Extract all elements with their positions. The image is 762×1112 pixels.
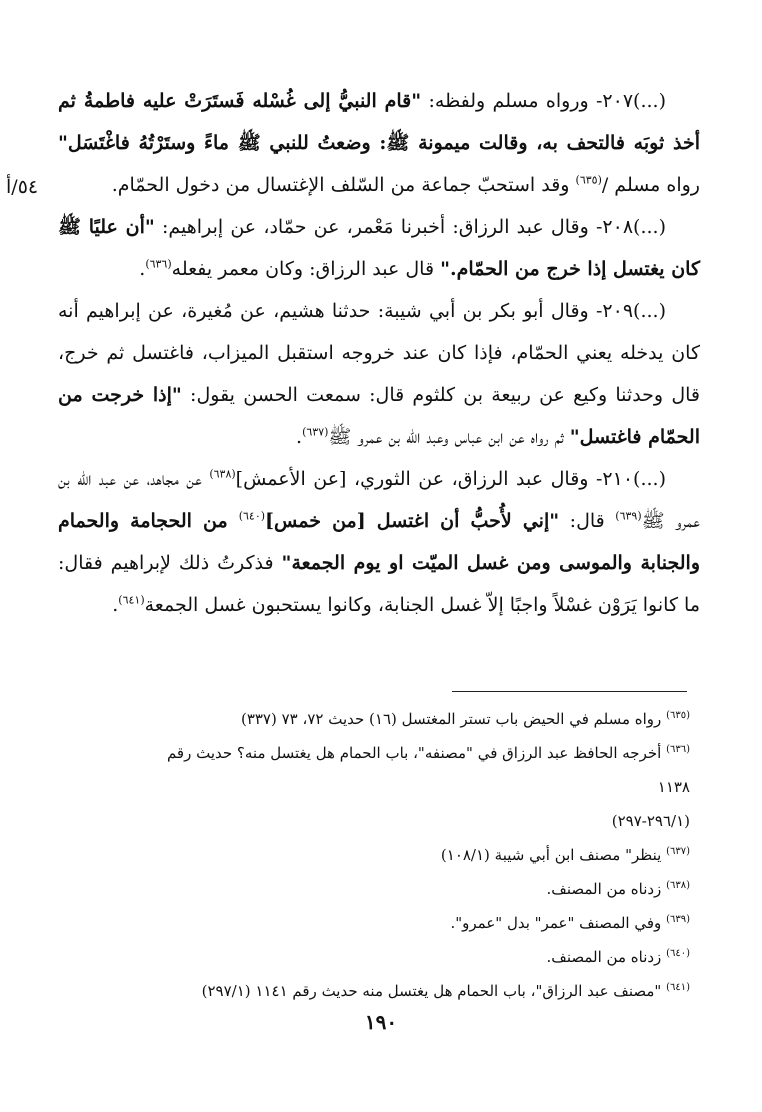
p207-quote: "قام النبيُّ إلى غُسْله فَستَرَتْ عليه فاطمةُ ثم أخذ ثوبَه فالتحف به، وقالت ميمونة ﷺ: وضعتُ للنبي ﷺ ماءً وستَرْتُهُ فاغْتَسَل" bbox=[58, 90, 700, 154]
p210-end: . bbox=[112, 594, 119, 616]
p210-mid1: عن مجاهد، عن عبد الله بن عمرو ﷺ bbox=[58, 468, 700, 532]
p210-mid2: قال: bbox=[559, 510, 616, 532]
p209-quote: "إذا خرجت من الحمّام فاغتسل" bbox=[58, 384, 700, 448]
footnote-639 bbox=[130, 906, 690, 940]
p210-tail: فذكرتُ ذلك لإبراهيم فقال: ما كانوا يَرَوْن غسْلاً واجبًا إلاّ غسل الجنابة، وكانوا يستحبون غسل الجمعة bbox=[58, 552, 700, 616]
footnote-641 bbox=[130, 974, 690, 1008]
p207-tail2: وقد استحبّ جماعة من السّلف الإغتسال من دخول الحمّام. bbox=[111, 174, 576, 196]
footnote-text: وفي المصنف "عمر" بدل "عمرو". bbox=[450, 914, 667, 932]
p208-tail: قال عبد الرزاق: وكان معمر يفعله bbox=[171, 258, 441, 280]
footnote-number: (٦٣٥) bbox=[666, 710, 690, 721]
p208-quote: "أن عليًا ﷺ كان يغتسل إذا خرج من الحمّام." bbox=[58, 216, 700, 280]
p207-tail: رواه مسلم / bbox=[601, 174, 700, 196]
footnote-ref-641[interactable]: (٦٤١) bbox=[118, 593, 145, 607]
page-number: ١٩٠ bbox=[364, 1010, 398, 1034]
footnote-text: أخرجه الحافظ عبد الرزاق في "مصنفه"، باب الحمام هل يغتسل منه؟ حديث رقم ١١٣٨ bbox=[166, 744, 690, 796]
footnote-text: زدناه من المصنف. bbox=[546, 948, 667, 966]
p208-lead: (...)٢٠٨- وقال عبد الرزاق: أخبرنا مَعْمر، عن حمّاد، عن إبراهيم: bbox=[154, 216, 666, 238]
footnote-640 bbox=[130, 940, 690, 974]
main-text bbox=[58, 80, 700, 626]
footnote-number: (٦٣٩) bbox=[666, 914, 690, 925]
footnote-number: (٦٣٧) bbox=[666, 846, 690, 857]
footnote-divider bbox=[452, 691, 687, 692]
p209-end: . bbox=[296, 426, 303, 448]
footnote-text: ينظر" مصنف ابن أبي شيبة (١٠٨/١) bbox=[440, 846, 667, 864]
footnotes bbox=[130, 702, 690, 1008]
footnote-ref-635[interactable]: (٦٣٥) bbox=[575, 173, 602, 187]
p208-end: . bbox=[139, 258, 146, 280]
footnote-637 bbox=[130, 838, 690, 872]
footnote-ref-640[interactable]: (٦٤٠) bbox=[238, 509, 266, 523]
p210-lead: (...)٢١٠- وقال عبد الرزاق، عن الثوري، [عن الأعمش] bbox=[235, 468, 666, 490]
paragraph-208 bbox=[58, 206, 700, 290]
footnote-636-continuation: (٢٩٦/١-٢٩٧) bbox=[611, 812, 690, 830]
paragraph-207 bbox=[58, 80, 700, 206]
manuscript-folio-marker: ٥٤/أ bbox=[6, 176, 39, 198]
footnote-text: زدناه من المصنف. bbox=[546, 880, 667, 898]
p209-lead: (...)٢٠٩- وقال أبو بكر بن أبي شيبة: حدثنا هشيم، عن مُغيرة، عن إبراهيم أنه كان يدخله يعني الحمّام، فإذا كان عند خروجه استقبل الميزاب، فاغتسل ثم خرج، قال وحدثنا وكيع عن ربيعة بن كلثوم قال: سمعت الحسن يقول: bbox=[58, 300, 701, 406]
paragraph-210 bbox=[58, 458, 700, 626]
footnote-text: رواه مسلم في الحيض باب تستر المغتسل (١٦) حديث ٧٢، ٧٣ (٣٣٧) bbox=[240, 710, 667, 728]
footnote-ref-639[interactable]: (٦٣٩) bbox=[615, 509, 642, 523]
paragraph-209 bbox=[58, 290, 700, 458]
footnote-638 bbox=[130, 872, 690, 906]
footnote-number: (٦٤١) bbox=[666, 982, 690, 993]
footnote-number: (٦٣٨) bbox=[666, 880, 690, 891]
footnote-text: "مصنف عبد الرزاق"، باب الحمام هل يغتسل منه حديث رقم ١١٤١ (٢٩٧/١) bbox=[201, 982, 667, 1000]
p210-quote-b: من الحجامة والحمام والجنابة والموسى ومن غسل الميّت او يوم الجمعة" bbox=[58, 510, 701, 574]
footnote-number: (٦٤٠) bbox=[666, 948, 690, 959]
footnote-ref-636[interactable]: (٦٣٦) bbox=[145, 257, 172, 271]
p210-quote-a: "إني لأُحبُّ أن اغتسل [من خمس] bbox=[265, 510, 560, 532]
footnote-635 bbox=[130, 702, 690, 736]
footnote-636 bbox=[130, 736, 690, 804]
p207-lead: (...)٢٠٧- ورواه مسلم ولفظه: bbox=[421, 90, 666, 112]
footnote-ref-638[interactable]: (٦٣٨) bbox=[209, 467, 236, 481]
p209-tail: ثم رواه عن ابن عباس وعبد الله بن عمرو ﷺ bbox=[328, 426, 570, 448]
footnote-ref-637[interactable]: (٦٣٧) bbox=[302, 425, 329, 439]
footnote-number: (٦٣٦) bbox=[666, 744, 690, 755]
